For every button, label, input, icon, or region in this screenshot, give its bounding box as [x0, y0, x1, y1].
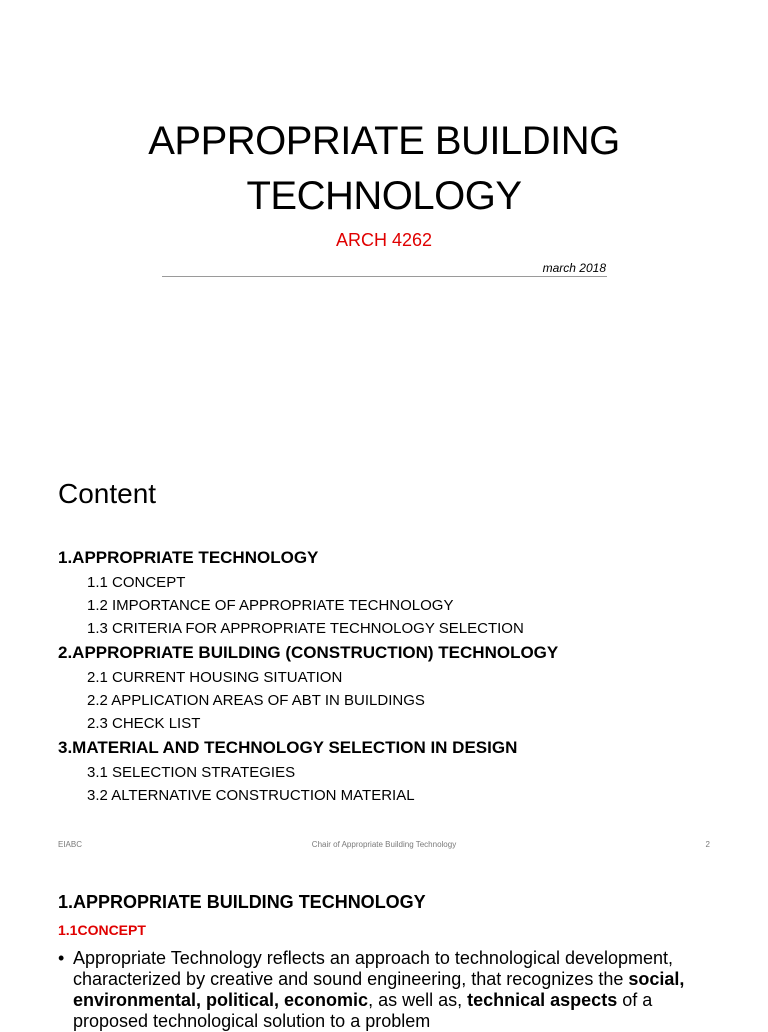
toc-item: 2.1 CURRENT HOUSING SITUATION	[87, 669, 343, 686]
concept-text-part: , as well as,	[368, 990, 468, 1010]
toc-item: 1.1 CONCEPT	[87, 574, 186, 591]
footer-page-number: 2	[705, 840, 710, 849]
title-line-2: TECHNOLOGY	[246, 174, 522, 218]
toc-section-title: 2.APPROPRIATE BUILDING (CONSTRUCTION) TECHNOLOGY	[58, 643, 559, 662]
bullet-icon: •	[58, 948, 65, 968]
concept-text	[58, 948, 708, 1032]
toc-item: 3.2 ALTERNATIVE CONSTRUCTION MATERIAL	[87, 787, 415, 804]
slide3-subheading: 1.1CONCEPT	[58, 922, 146, 938]
toc-section	[58, 547, 748, 640]
toc-item: 2.2 APPLICATION AREAS OF ABT IN BUILDINGS	[87, 692, 425, 709]
title-line-1: APPROPRIATE BUILDING	[148, 119, 620, 163]
concept-text-part: of a proposed technological solution to a problem	[73, 990, 653, 1031]
toc-section	[58, 642, 748, 735]
concept-bold-aspects: social, environmental, political, economic	[73, 969, 685, 1010]
toc-item: 1.2 IMPORTANCE OF APPROPRIATE TECHNOLOGY	[87, 597, 454, 614]
concept-text-part: Appropriate Technology reflects an approach to technological development, characterized by creative and sound engineering, that recognizes the	[73, 948, 674, 989]
toc-item: 3.1 SELECTION STRATEGIES	[87, 764, 296, 781]
toc-item: 2.3 CHECK LIST	[87, 715, 201, 732]
presentation-title	[0, 114, 768, 224]
toc-section	[58, 737, 748, 807]
title-divider	[162, 276, 607, 277]
toc-section-title: 1.APPROPRIATE TECHNOLOGY	[58, 548, 319, 567]
content-title: Content	[58, 478, 157, 509]
footer-chair: Chair of Appropriate Building Technology	[311, 840, 457, 849]
footer-institution: EIABC	[58, 840, 83, 849]
course-code: ARCH 4262	[335, 230, 433, 250]
toc-section-title: 3.MATERIAL AND TECHNOLOGY SELECTION IN DESIGN	[58, 738, 518, 757]
presentation-date: march 2018	[542, 261, 606, 275]
concept-bold-technical: technical aspects	[467, 990, 618, 1010]
toc-item: 1.3 CRITERIA FOR APPROPRIATE TECHNOLOGY SELECTION	[87, 620, 524, 637]
table-of-contents	[58, 547, 748, 809]
concept-bullet	[58, 948, 708, 1032]
slide3-heading: 1.APPROPRIATE BUILDING TECHNOLOGY	[58, 892, 426, 912]
title-slide	[0, 0, 768, 432]
